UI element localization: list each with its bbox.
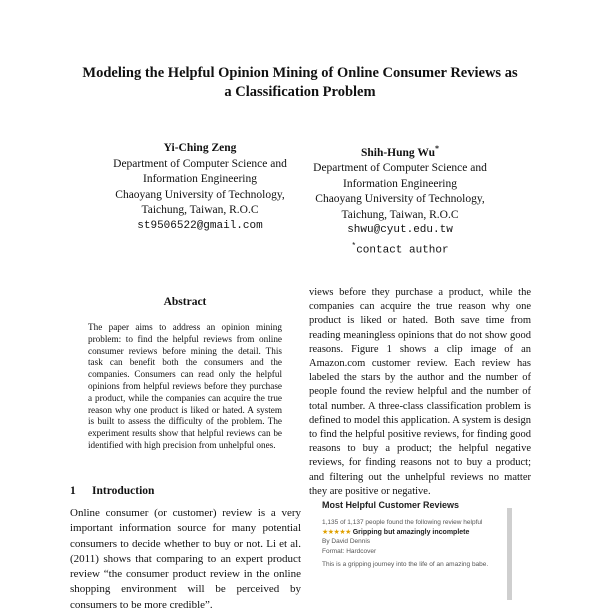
author-location: Taichung, Taiwan, R.O.C: [141, 204, 259, 216]
author-email[interactable]: st9506522@gmail.com: [137, 219, 263, 232]
contact-note-marker: *: [351, 241, 357, 251]
section-title: Introduction: [92, 485, 155, 497]
clip-title: Most Helpful Customer Reviews: [322, 500, 460, 510]
author-name: Shih-Hung Wu: [360, 146, 436, 159]
author-location: Taichung, Taiwan, R.O.C: [341, 208, 459, 221]
clip-format: Format: Hardcover: [322, 547, 377, 555]
section-heading: [70, 485, 154, 497]
figure-clip: [322, 500, 512, 600]
clip-byline[interactable]: By David Dennis: [322, 538, 371, 545]
right-column-text: views before they purchase a product, while the companies can acquire the true reason why one product is liked or hated. Both save time from reading meaningless opinions that do not show good reasons. Figure 1 shows a clip image of an Amazon.com customer review. Each review has labeled the stars by the author and the number of people found the review helpful and the number of total number. A three-class classification problem is defined to model this application. A system is design to find the helpful positive reviews, for finding good reasons to buy a product; the helpful negative reviews, for finding reasons not to buy a product; and filtering out the unhelpful reviews no matter they are positive or negative.: [309, 287, 531, 497]
contact-note: contact author: [356, 244, 449, 257]
clip-scrollbar[interactable]: [507, 508, 512, 600]
author-dept-2: Information Engineering: [142, 173, 257, 185]
author-dept-1: Department of Computer Science and: [313, 162, 487, 175]
clip-snippet: This is a gripping journey into the life of an amazing babe.: [322, 561, 489, 568]
title-line-1: Modeling the Helpful Opinion Mining of Online Consumer Reviews as: [82, 65, 518, 81]
clip-review-title[interactable]: Gripping but amazingly incomplete: [352, 528, 470, 536]
author-dept-2: Information Engineering: [342, 177, 457, 190]
paper-title: [40, 64, 560, 102]
author-university: Chaoyang University of Technology,: [115, 188, 285, 201]
author-dept-1: Department of Computer Science and: [113, 157, 287, 170]
section-number: 1: [70, 485, 76, 497]
author-university: Chaoyang University of Technology,: [315, 193, 485, 206]
abstract-heading: Abstract: [163, 296, 207, 308]
abstract-text: The paper aims to address an opinion mining problem: to find the helpful reviews from online consumer reviews before mining the detail. This task can benefit both the consumers and the companies. Consumers can read only the helpful opinions from helpful reviews before they purchase a product, while the companies can acquire the true reason why one product is liked or hated. A system is built to assess the difficulty of the problem. The experiment results show that helpful reviews can be identified with high precision from unhelpful ones.: [88, 322, 282, 450]
author-name: Yi-Ching Zeng: [163, 142, 237, 154]
author-block-1: [98, 141, 302, 234]
title-line-2: a Classification Problem: [224, 84, 376, 100]
clip-helpful-line: 1,135 of 1,137 people found the following review helpful: [322, 519, 483, 526]
author-block-2: [298, 141, 502, 259]
corresponding-marker: *: [435, 144, 440, 153]
star-rating-icon: ★★★★★: [322, 528, 351, 536]
author-email[interactable]: shwu@cyut.edu.tw: [347, 224, 453, 237]
introduction-text: Online consumer (or customer) review is a very important information source for many potential consumers to decide whether to buy or not. Li et al. (2011) shows that comparing to an expert product review “the consumer product review in the online shopping environment will be perceived by consumers to be more credible”.: [70, 507, 301, 611]
